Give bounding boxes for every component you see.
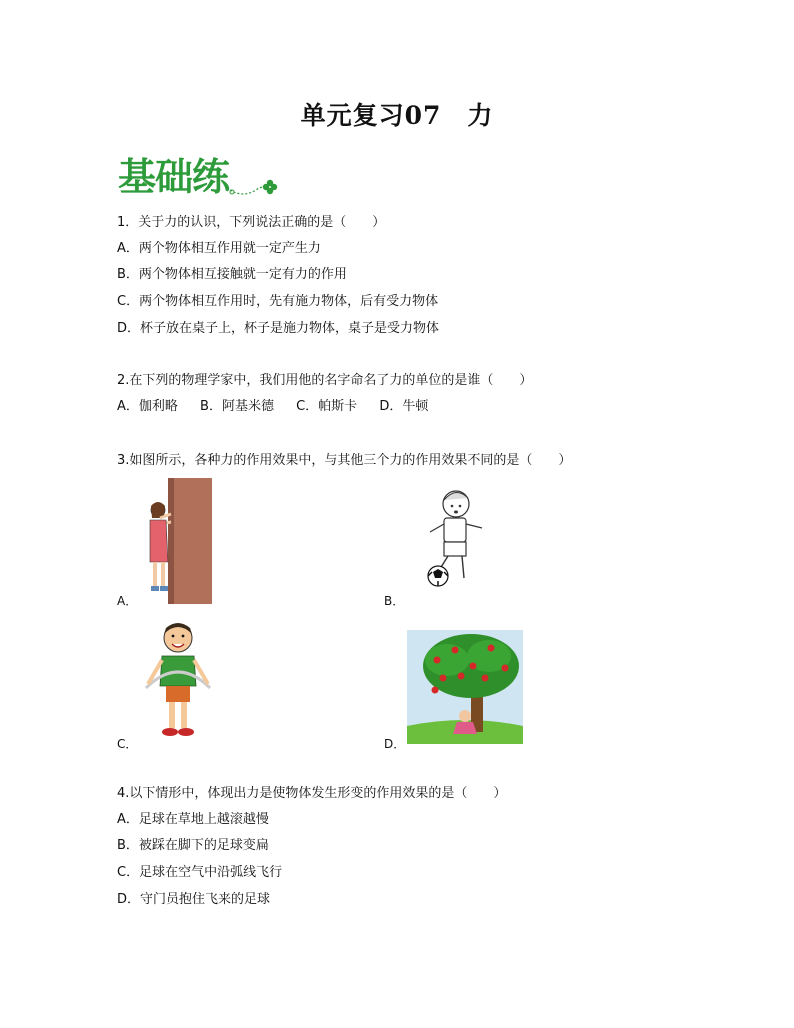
question-2-option-d: D．牛顿 (379, 399, 429, 414)
question-1-option-c: C．两个物体相互作用时，先有施力物体，后有受力物体 (117, 294, 439, 309)
question-1-option-b: B．两个物体相互接触就一定有力的作用 (117, 267, 347, 282)
question-2-options (117, 398, 446, 416)
question-3-stem: 3.如图所示，各种力的作用效果中，与其他三个力的作用效果不同的是（ ） (117, 453, 572, 468)
picture-c-boy-bending-rod (138, 616, 218, 744)
question-4-stem: 4.以下情形中，体现出力是使物体发生形变的作用效果的是（ ） (117, 786, 507, 801)
picture-d-apple-tree (407, 630, 523, 744)
question-4-option-d: D．守门员抱住飞来的足球 (117, 892, 271, 907)
picture-a-label: A． (117, 594, 138, 608)
section-label: 基础练 (118, 155, 230, 199)
question-4-option-c: C．足球在空气中沿弧线飞行 (117, 865, 283, 880)
question-4-option-a: A．足球在草地上越滚越慢 (117, 812, 269, 827)
picture-d-label: D． (384, 737, 406, 751)
picture-c-label: C． (117, 737, 138, 751)
question-4-option-b: B．被踩在脚下的足球变扁 (117, 838, 269, 853)
question-1-option-a: A．两个物体相互作用就一定产生力 (117, 241, 321, 256)
picture-b-label: B． (384, 594, 405, 608)
section-banner (118, 146, 288, 202)
picture-b-boy-kicking-ball (418, 486, 488, 590)
question-1-stem: 1．关于力的认识，下列说法正确的是（ ） (117, 215, 386, 230)
picture-a-woman-pushing-wall (140, 478, 214, 604)
vine-decoration-icon (118, 146, 288, 202)
page-title: 单元复习07 力 (300, 101, 494, 130)
question-1-option-d: D．杯子放在桌子上，杯子是施力物体，桌子是受力物体 (117, 321, 440, 336)
question-2-option-c: C．帕斯卡 (296, 399, 358, 414)
question-2-option-a: A．伽利略 (117, 399, 178, 414)
question-2-stem: 2.在下列的物理学家中，我们用他的名字命名了力的单位的是谁（ ） (117, 373, 533, 388)
question-2-option-b: B．阿基米德 (200, 399, 274, 414)
